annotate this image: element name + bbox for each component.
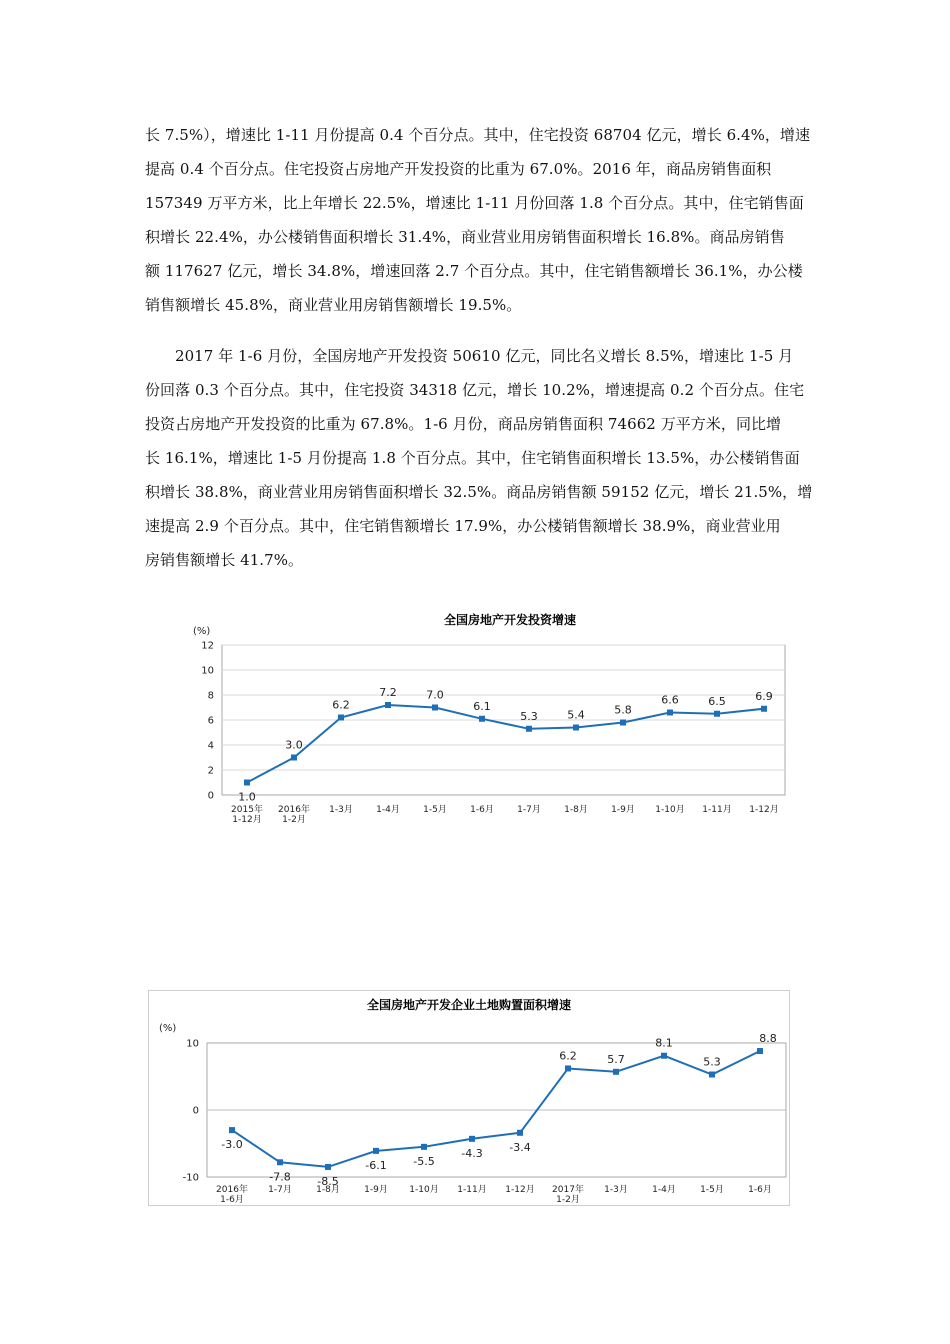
- land-purchase-growth-chart: [148, 990, 790, 1206]
- x-tick-label: 1-9月: [364, 1185, 388, 1195]
- x-tick-label: 2016年: [278, 805, 310, 815]
- text-line: 销售额增长 45.8%，商业营业用房销售额增长 19.5%。: [145, 296, 522, 314]
- data-point: [757, 1048, 763, 1054]
- text-line: 157349 万平方米，比上年增长 22.5%，增速比 1-11 月份回落 1.8 个百分点。其中，住宅销售面: [145, 194, 804, 212]
- y-tick-label: 2: [207, 765, 214, 777]
- data-point: [338, 715, 344, 721]
- data-point: [517, 1130, 523, 1136]
- data-label: 6.9: [755, 689, 773, 703]
- text-line: 投资占房地产开发投资的比重为 67.8%。1-6 月份，商品房销售面积 74662 万平方米，同比增: [145, 415, 782, 433]
- data-point: [385, 702, 391, 708]
- text-line: 房销售额增长 41.7%。: [145, 551, 304, 569]
- y-tick-label: 10: [201, 665, 214, 677]
- data-label: -5.5: [413, 1154, 435, 1168]
- data-label: 5.3: [520, 709, 538, 723]
- y-tick-label: 8: [207, 690, 214, 702]
- y-tick-label: 0: [207, 790, 214, 802]
- x-tick-label: 2017年: [552, 1185, 584, 1195]
- y-tick-label: 10: [186, 1038, 199, 1050]
- x-tick-label: 1-4月: [376, 805, 400, 815]
- x-tick-label: 1-11月: [702, 805, 732, 815]
- data-label: 8.8: [759, 1032, 777, 1046]
- x-tick-label: 1-5月: [423, 805, 447, 815]
- text-line: 速提高 2.9 个百分点。其中，住宅销售额增长 17.9%，办公楼销售额增长 38.9%，商业营业用: [145, 517, 781, 535]
- text-line: 长 16.1%，增速比 1-5 月份提高 1.8 个百分点。其中，住宅销售面积增长 13.5%，办公楼销售面: [145, 449, 800, 467]
- text-line: 积增长 38.8%，商业营业用房销售面积增长 32.5%。商品房销售额 59152 亿元，增长 21.5%，增: [145, 483, 813, 501]
- data-point: [620, 720, 626, 726]
- y-tick-label: 6: [207, 715, 214, 727]
- data-label: -3.4: [509, 1140, 531, 1154]
- data-point: [325, 1164, 331, 1170]
- x-tick-label: 1-6月: [470, 805, 494, 815]
- x-tick-label: 1-12月: [505, 1185, 535, 1195]
- data-label: -8.5: [317, 1174, 339, 1188]
- x-tick-label: 1-5月: [700, 1185, 724, 1195]
- x-tick-label: 1-10月: [655, 805, 685, 815]
- data-label: 6.5: [708, 694, 726, 708]
- data-label: 6.6: [661, 693, 679, 707]
- paragraph-2016-summary: [145, 118, 810, 322]
- x-tick-label: 1-6月: [748, 1185, 772, 1195]
- data-label: -6.1: [365, 1158, 387, 1172]
- data-label: -4.3: [461, 1146, 483, 1160]
- data-label: -3.0: [221, 1138, 243, 1152]
- x-tick-label: 2015年: [231, 805, 263, 815]
- data-point: [244, 780, 250, 786]
- x-tick-label: 1-2月: [556, 1195, 580, 1205]
- text-line: 提高 0.4 个百分点。住宅投资占房地产开发投资的比重为 67.0%。2016 年，商品房销售面积: [145, 160, 772, 178]
- text-line: 长 7.5%），增速比 1-11 月份提高 0.4 个百分点。其中，住宅投资 68704 亿元，增长 6.4%，增速: [145, 126, 811, 144]
- y-unit-label: (%): [193, 626, 211, 637]
- data-point: [667, 710, 673, 716]
- data-point: [761, 706, 767, 712]
- data-label: 7.2: [379, 686, 397, 699]
- data-point: [661, 1053, 667, 1059]
- data-label: 5.3: [703, 1055, 721, 1069]
- y-tick-label: 4: [207, 740, 214, 752]
- paragraph-2017-summary: [145, 339, 813, 577]
- data-label: 8.1: [655, 1036, 673, 1050]
- data-point: [229, 1127, 235, 1133]
- x-tick-label: 1-4月: [652, 1185, 676, 1195]
- data-label: 3.0: [285, 738, 303, 752]
- x-tick-label: 1-11月: [457, 1185, 487, 1195]
- data-point: [714, 711, 720, 717]
- data-label: 6.1: [473, 699, 491, 713]
- chart-title: 全国房地产开发投资增速: [443, 613, 577, 627]
- data-label: 7.0: [426, 688, 444, 702]
- data-point: [291, 755, 297, 761]
- data-point: [469, 1136, 475, 1142]
- x-tick-label: 1-8月: [316, 1185, 340, 1195]
- text-line: 积增长 22.4%，办公楼销售面积增长 31.4%，商业营业用房销售面积增长 16.8%。商品房销售: [145, 228, 785, 246]
- x-tick-label: 1-8月: [564, 805, 588, 815]
- data-label: 1.0: [238, 790, 256, 804]
- data-point: [613, 1069, 619, 1075]
- data-label: 6.2: [559, 1049, 577, 1063]
- text-line: 份回落 0.3 个百分点。其中，住宅投资 34318 亿元，增长 10.2%，增速提高 0.2 个百分点。住宅: [145, 381, 805, 399]
- x-tick-label: 1-6月: [220, 1195, 244, 1205]
- data-label: 5.7: [607, 1052, 625, 1066]
- data-point: [573, 725, 579, 731]
- data-point: [421, 1144, 427, 1150]
- data-point: [432, 705, 438, 711]
- x-tick-label: 1-3月: [329, 805, 353, 815]
- data-point: [479, 716, 485, 722]
- data-point: [373, 1148, 379, 1154]
- data-label: -7.8: [269, 1170, 291, 1184]
- investment-growth-chart-svg: [185, 600, 795, 832]
- data-point: [565, 1065, 571, 1071]
- series-line: [247, 705, 764, 783]
- x-tick-label: 1-2月: [282, 815, 306, 825]
- data-point: [526, 726, 532, 732]
- text-line: 额 117627 亿元，增长 34.8%，增速回落 2.7 个百分点。其中，住宅销售额增长 36.1%，办公楼: [145, 262, 803, 280]
- y-tick-label: 0: [192, 1105, 199, 1117]
- data-label: 6.2: [332, 698, 350, 712]
- series-line: [232, 1051, 760, 1167]
- x-tick-label: 2016年: [216, 1185, 248, 1195]
- investment-growth-chart: [185, 600, 795, 832]
- x-tick-label: 1-12月: [232, 815, 262, 825]
- x-tick-label: 1-12月: [749, 805, 779, 815]
- y-tick-label: -10: [182, 1172, 199, 1184]
- x-tick-label: 1-10月: [409, 1185, 439, 1195]
- y-tick-label: 12: [201, 640, 214, 652]
- chart-title: 全国房地产开发企业土地购置面积增速: [366, 998, 572, 1012]
- y-unit-label: (%): [159, 1023, 177, 1034]
- x-tick-label: 1-9月: [611, 805, 635, 815]
- data-label: 5.8: [614, 703, 632, 717]
- x-tick-label: 1-7月: [517, 805, 541, 815]
- text-line: 2017 年 1-6 月份，全国房地产开发投资 50610 亿元，同比名义增长 8.5%，增速比 1-5 月: [175, 347, 794, 365]
- data-point: [277, 1159, 283, 1165]
- x-tick-label: 1-3月: [604, 1185, 628, 1195]
- land-purchase-growth-chart-svg: [149, 991, 789, 1205]
- data-point: [709, 1071, 715, 1077]
- x-tick-label: 1-7月: [268, 1185, 292, 1195]
- data-label: 5.4: [567, 708, 585, 722]
